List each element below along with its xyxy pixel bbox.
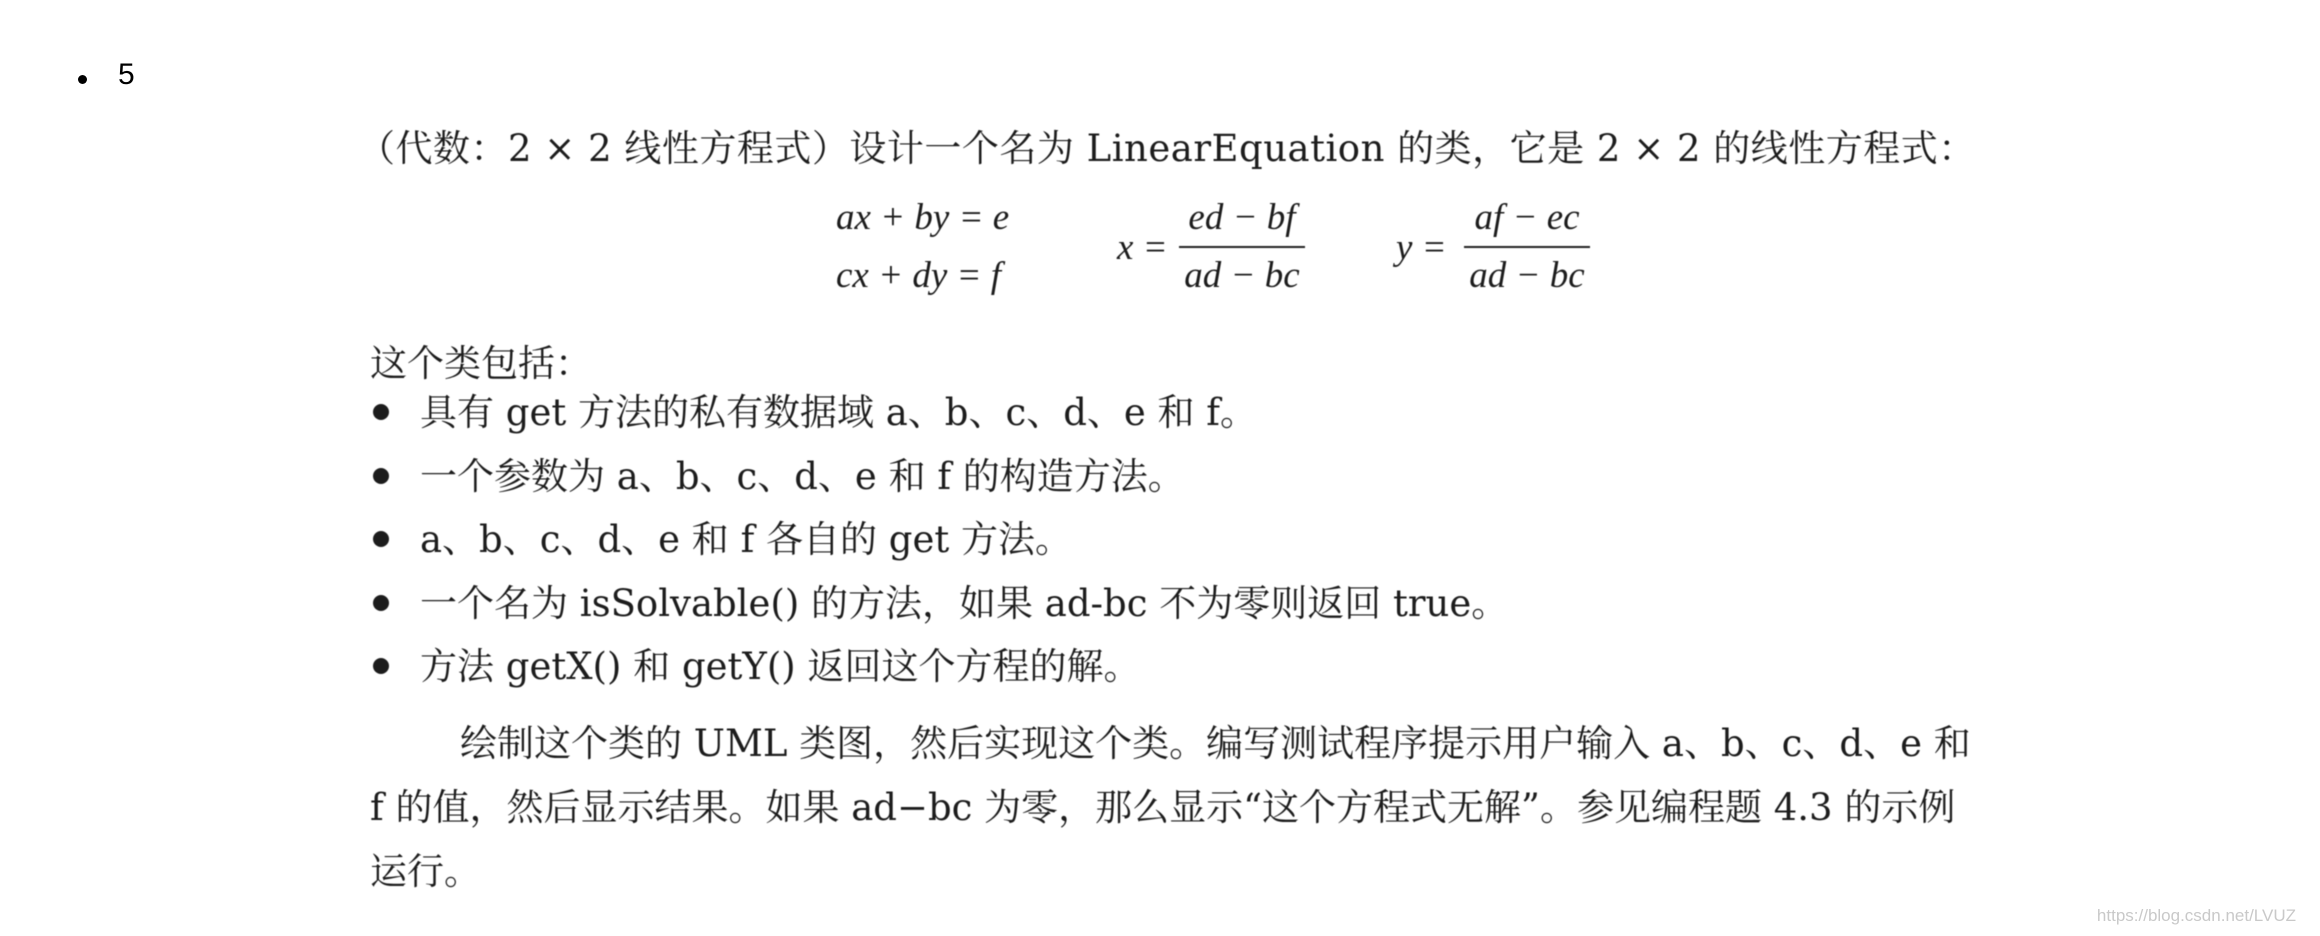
list-item-text: a、b、c、d、e 和 f 各自的 get 方法。 xyxy=(420,518,1072,561)
paragraph-line: f 的值，然后显示结果。如果 ad−bc 为零，那么显示“这个方程式无解”。参见编程题 4.3 的示例 xyxy=(370,786,1956,829)
list-item xyxy=(370,581,1508,645)
problem-intro: （代数：2 × 2 线性方程式）设计一个名为 LinearEquation 的类，它是 2 × 2 的线性方程式： xyxy=(358,127,1976,170)
bullet-icon xyxy=(373,531,389,547)
bullet-icon xyxy=(373,468,389,484)
x-denominator: ad − bc xyxy=(1184,255,1300,296)
list-item xyxy=(370,517,1508,581)
y-denominator: ad − bc xyxy=(1469,255,1585,296)
x-fraction xyxy=(1179,196,1305,297)
y-fraction xyxy=(1464,196,1590,297)
requirements-list xyxy=(370,390,1508,708)
list-item xyxy=(370,390,1508,454)
list-item xyxy=(370,644,1508,708)
list-item-text: 一个名为 isSolvable() 的方法，如果 ad-bc 不为零则返回 true。 xyxy=(420,581,1509,625)
list-item xyxy=(370,454,1508,518)
bullet-icon xyxy=(373,658,389,674)
bullet-icon xyxy=(373,595,389,611)
y-formula-lhs: y = xyxy=(1396,227,1447,268)
list-number: 5 xyxy=(118,58,135,91)
list-item-text: 具有 get 方法的私有数据域 a、b、c、d、e 和 f。 xyxy=(420,391,1257,434)
list-item-text: 一个参数为 a、b、c、d、e 和 f 的构造方法。 xyxy=(420,454,1185,498)
y-numerator: af − ec xyxy=(1474,197,1580,238)
equation-1: ax + by = e xyxy=(836,197,1010,238)
watermark: https://blog.csdn.net/LVUZ xyxy=(2096,906,2296,925)
instructions-paragraph xyxy=(370,712,2160,904)
x-formula-lhs: x = xyxy=(1117,227,1168,268)
equation-2: cx + dy = f xyxy=(836,255,1001,296)
bullet-icon xyxy=(373,404,389,420)
paragraph-line: 绘制这个类的 UML 类图，然后实现这个类。编写测试程序提示用户输入 a、b、c、d、e 和 xyxy=(460,722,1971,765)
fraction-bar xyxy=(1464,246,1590,248)
paragraph-line: 运行。 xyxy=(370,850,481,893)
x-numerator: ed − bf xyxy=(1188,197,1296,238)
list-item-text: 方法 getX() 和 getY() 返回这个方程的解。 xyxy=(420,645,1141,688)
class-includes-heading: 这个类包括： xyxy=(370,342,592,385)
fraction-bar xyxy=(1179,246,1305,248)
